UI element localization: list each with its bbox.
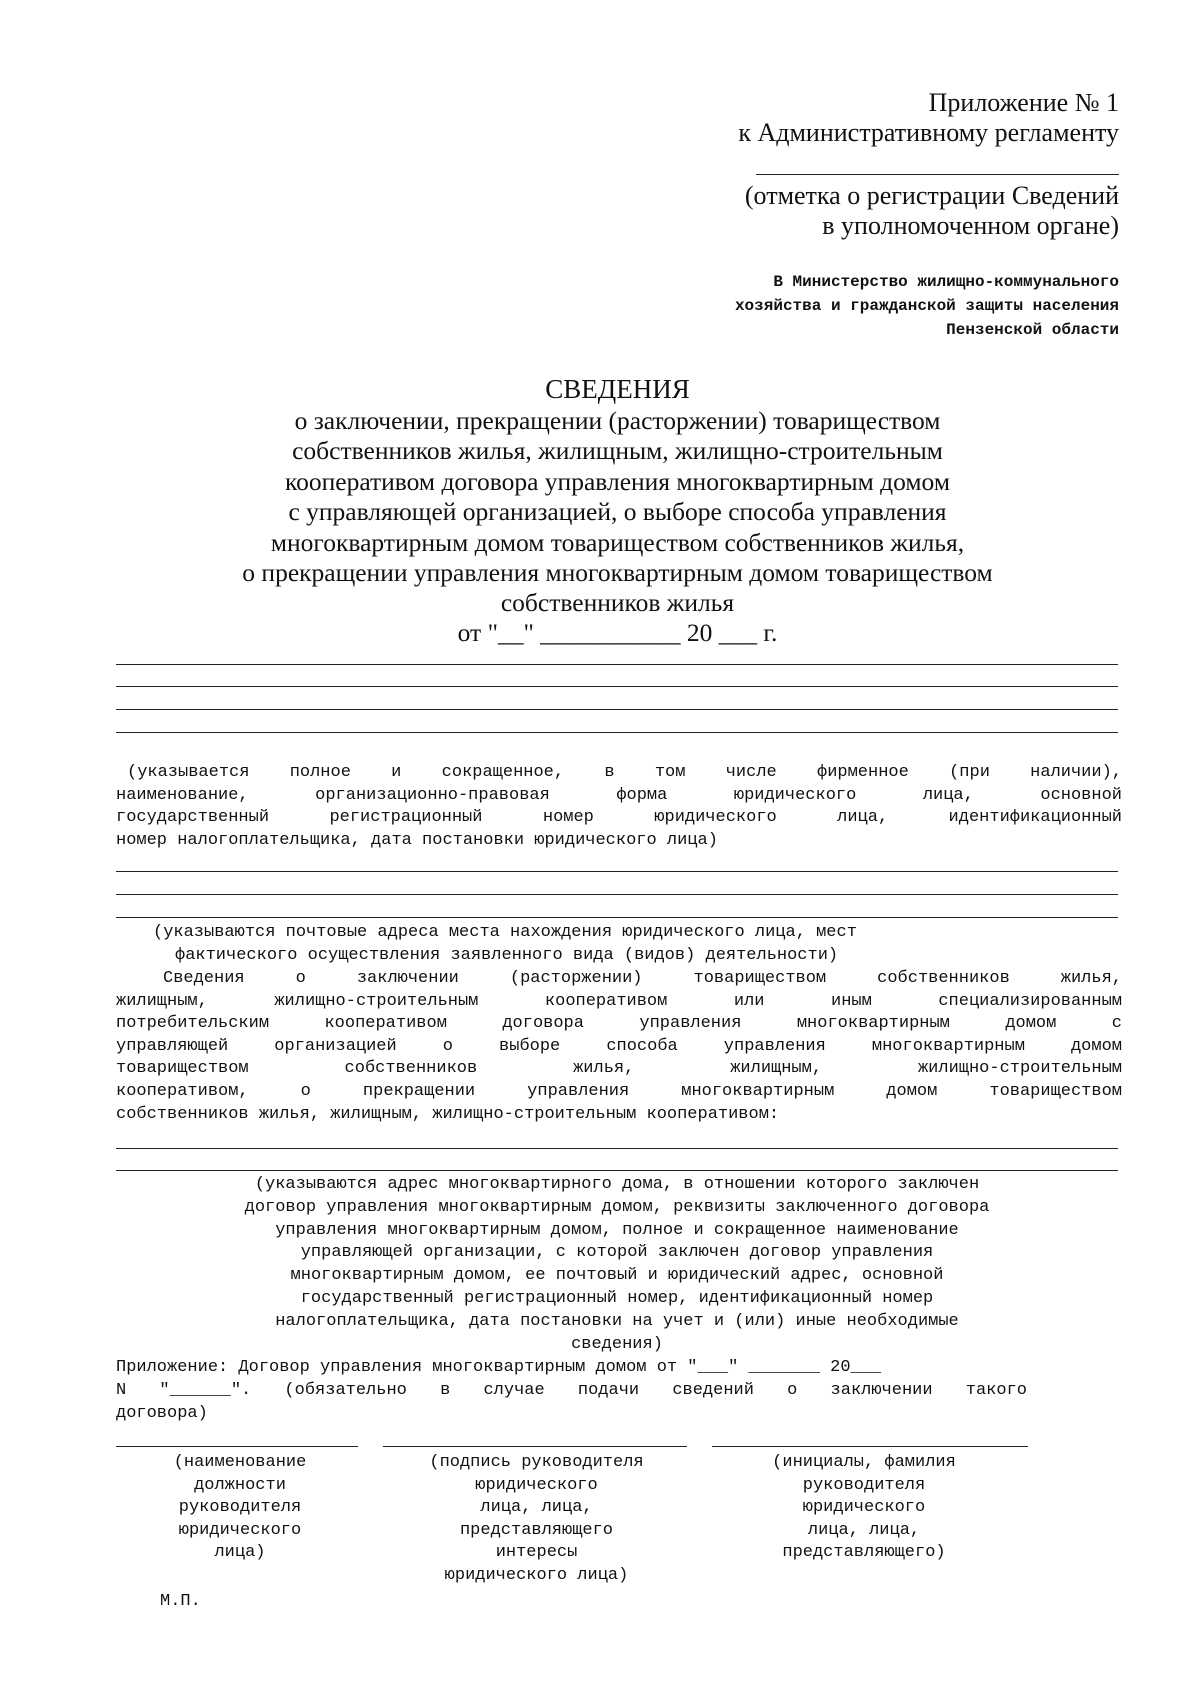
fill-line (116, 917, 1118, 918)
paragraph-line: управляющей организацией о выборе способа управления многоквартирным домом (116, 1036, 1122, 1056)
fill-line (116, 732, 1118, 733)
document-date-line: от "__" ___________ 20 ___ г. (457, 618, 778, 647)
paragraph-line: жилищным, жилищно-строительным кооперативом или иным специализированным (116, 991, 1122, 1011)
addressee-line-2: хозяйства и гражданской защиты населения (734, 297, 1119, 315)
note-line: государственный регистрационный номер юридического лица, идентификационный (116, 808, 1122, 828)
fill-line (116, 871, 1118, 872)
attachment-line-2-text: N "______". (обязательно в случае подачи сведений о заключении такого (116, 1381, 1027, 1400)
house-note: (указываются адрес многоквартирного дома, в отношении которого заключен договор управления многоквартирным домом, реквизиты заключенного договора управления многоквартирным домом, полное и сокращенное наименование управляющей организации, с которой заключен договор управления многоквартирным домом, ее почтовый и юридический адрес, основной государственный регистрационный номер, идентификационный номер налогоплательщика, дата постановки на учет и (или) иные необходимые сведения) (244, 1175, 990, 1354)
fill-line (116, 1170, 1118, 1171)
initials-caption: (инициалы, фамилия руководителя юридического лица, лица, представляющего) (772, 1453, 956, 1563)
fill-line (116, 894, 1118, 895)
note-line: (указывается полное и сокращенное, в том числе фирменное (при наличии), (127, 763, 1122, 782)
position-caption: (наименование должности руководителя юридического лица) (173, 1453, 307, 1563)
address-note-line-1: (указываются почтовые адреса места нахождения юридического лица, мест (153, 923, 857, 942)
fill-line (116, 1148, 1118, 1149)
attachment-line-2 (116, 1380, 1027, 1403)
paragraph-line: Сведения о заключении (расторжении) товариществом собственников жилья, (163, 969, 1122, 988)
fill-line (116, 664, 1118, 665)
registration-mark-label-1: (отметка о регистрации Сведений (744, 181, 1119, 210)
paragraph-line: потребительским кооперативом договора управления многоквартирным домом с (116, 1014, 1122, 1034)
paragraph-line: товариществом собственников жилья, жилищным, жилищно-строительным (116, 1059, 1122, 1079)
attachment-line-1: Приложение: Договор управления многоквартирным домом от "___" _______ 20___ (116, 1358, 882, 1377)
appendix-number: Приложение № 1 (928, 88, 1119, 117)
note-line: номер налогоплательщика, дата постановки юридического лица) (116, 830, 718, 850)
fill-line (116, 686, 1118, 687)
registration-mark-line (756, 174, 1119, 175)
registration-mark-label-2: в уполномоченном органе) (822, 211, 1119, 240)
attachment-line-3: договора) (116, 1404, 208, 1423)
position-signature-line (116, 1446, 358, 1447)
paragraph-line: собственников жилья, жилищным, жилищно-строительным кооперативом: (116, 1104, 780, 1124)
org-name-note (116, 762, 1122, 852)
stamp-place: М.П. (160, 1592, 201, 1611)
document-subtitle: о заключении, прекращении (расторжении) товариществом собственников жилья, жилищным, жилищно-строительным кооперативом договора управления многоквартирным домом с управляющей организацией, о выборе способа управления многоквартирным домом товариществом собственников жилья, о прекращении управления многоквартирным домом товариществом собственников жилья (242, 406, 993, 618)
regulation-reference: к Административному регламенту (738, 118, 1119, 147)
signature-caption: (подпись руководителя юридического лица, лица, представляющего интересы юридического лица) (429, 1453, 644, 1585)
paragraph-line: кооперативом, о прекращении управления многоквартирным домом товариществом (116, 1081, 1122, 1101)
fill-line (116, 709, 1118, 710)
info-paragraph (116, 968, 1122, 1126)
address-note-line-2: фактического осуществления заявленного вида (видов) деятельности) (175, 946, 839, 965)
document-title: СВЕДЕНИЯ (545, 374, 690, 404)
addressee-line-1: В Министерство жилищно-коммунального (773, 273, 1119, 291)
signature-line (383, 1446, 687, 1447)
note-line: наименование, организационно-правовая форма юридического лица, основной (116, 785, 1122, 805)
addressee-line-3: Пензенской области (946, 321, 1119, 339)
initials-signature-line (712, 1446, 1028, 1447)
